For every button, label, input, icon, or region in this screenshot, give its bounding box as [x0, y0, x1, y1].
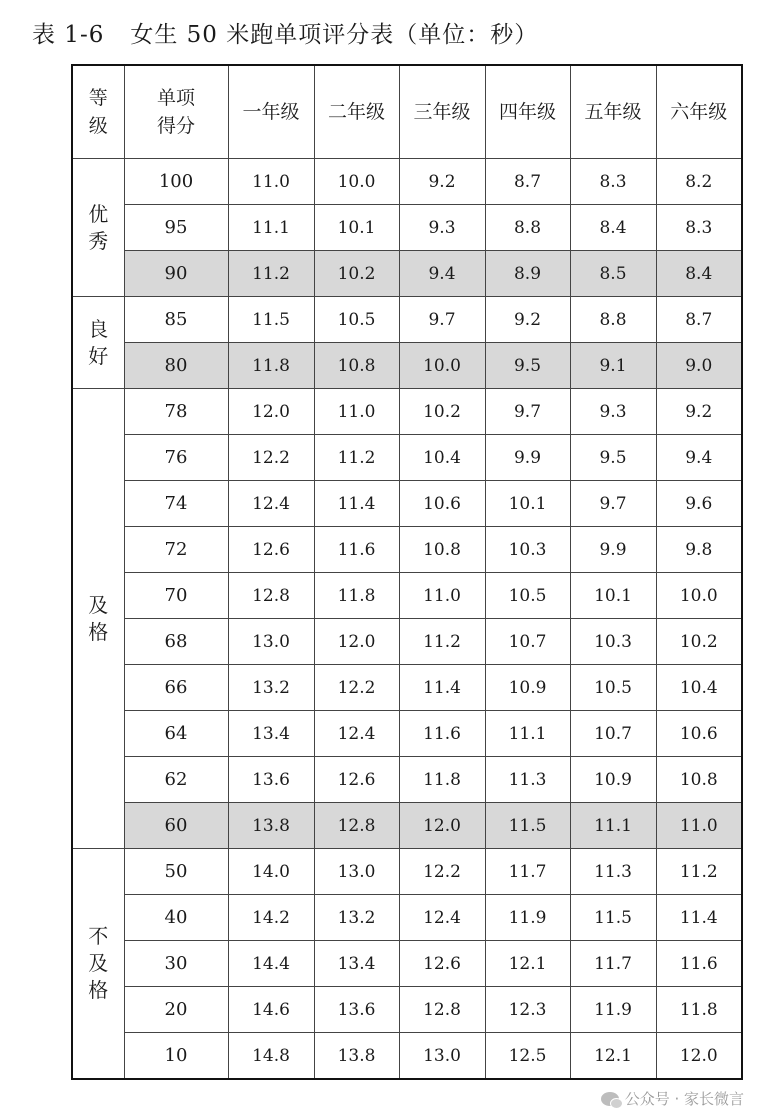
level-cell: [72, 849, 124, 1080]
table-row: [72, 573, 742, 619]
time-cell: 9.7: [485, 389, 570, 435]
time-cell: 13.0: [228, 619, 314, 665]
time-cell: 8.4: [656, 251, 742, 297]
time-cell: 8.3: [570, 159, 656, 205]
time-cell: 9.2: [399, 159, 485, 205]
wechat-icon: [601, 1092, 619, 1106]
time-cell: 10.8: [314, 343, 399, 389]
level-char: 不: [88, 924, 109, 948]
time-cell: 12.6: [314, 757, 399, 803]
table-row: [72, 251, 742, 297]
header-grade-6: 六年级: [656, 65, 742, 159]
time-cell: 11.6: [314, 527, 399, 573]
time-cell: 9.8: [656, 527, 742, 573]
time-cell: 10.7: [485, 619, 570, 665]
time-cell: 11.1: [228, 205, 314, 251]
score-cell: 95: [124, 205, 228, 251]
level-char: 格: [88, 619, 109, 644]
score-cell: 100: [124, 159, 228, 205]
table-row: [72, 987, 742, 1033]
time-cell: 10.3: [485, 527, 570, 573]
time-cell: 10.4: [656, 665, 742, 711]
header-row: [72, 65, 742, 159]
time-cell: 11.4: [314, 481, 399, 527]
time-cell: 13.0: [314, 849, 399, 895]
time-cell: 11.4: [399, 665, 485, 711]
time-cell: 14.4: [228, 941, 314, 987]
score-cell: 20: [124, 987, 228, 1033]
table-row: [72, 205, 742, 251]
score-cell: 50: [124, 849, 228, 895]
score-cell: 30: [124, 941, 228, 987]
table-row: [72, 159, 742, 205]
time-cell: 12.1: [485, 941, 570, 987]
time-cell: 11.2: [314, 435, 399, 481]
time-cell: 9.9: [485, 435, 570, 481]
time-cell: 9.6: [656, 481, 742, 527]
table-row: [72, 527, 742, 573]
time-cell: 10.1: [314, 205, 399, 251]
time-cell: 8.7: [485, 159, 570, 205]
time-cell: 9.5: [485, 343, 570, 389]
score-cell: 74: [124, 481, 228, 527]
score-cell: 76: [124, 435, 228, 481]
table-row: [72, 435, 742, 481]
table-row: [72, 389, 742, 435]
time-cell: 10.7: [570, 711, 656, 757]
level-char: 秀: [88, 228, 109, 253]
time-cell: 12.0: [314, 619, 399, 665]
score-cell: 40: [124, 895, 228, 941]
time-cell: 9.2: [656, 389, 742, 435]
time-cell: 12.5: [485, 1033, 570, 1080]
time-cell: 10.9: [485, 665, 570, 711]
time-cell: 13.8: [228, 803, 314, 849]
time-cell: 12.3: [485, 987, 570, 1033]
time-cell: 8.3: [656, 205, 742, 251]
score-cell: 72: [124, 527, 228, 573]
time-cell: 12.6: [228, 527, 314, 573]
table-caption: [32, 16, 538, 49]
time-cell: 12.6: [399, 941, 485, 987]
time-cell: 12.2: [314, 665, 399, 711]
level-cell: [72, 297, 124, 389]
time-cell: 13.6: [228, 757, 314, 803]
time-cell: 8.7: [656, 297, 742, 343]
header-grade-2: 二年级: [314, 65, 399, 159]
time-cell: 9.4: [399, 251, 485, 297]
time-cell: 11.2: [399, 619, 485, 665]
time-cell: 11.8: [399, 757, 485, 803]
time-cell: 11.7: [485, 849, 570, 895]
time-cell: 11.0: [228, 159, 314, 205]
table-row: [72, 757, 742, 803]
watermark-text: 公众号 · 家长微言: [624, 1090, 744, 1108]
time-cell: 10.2: [656, 619, 742, 665]
score-cell: 10: [124, 1033, 228, 1080]
time-cell: 14.6: [228, 987, 314, 1033]
time-cell: 9.7: [399, 297, 485, 343]
table-body: [72, 159, 742, 1080]
score-cell: 64: [124, 711, 228, 757]
score-cell: 85: [124, 297, 228, 343]
table-row: [72, 711, 742, 757]
caption-number: 表 1-6: [32, 22, 105, 48]
time-cell: 13.2: [314, 895, 399, 941]
time-cell: 10.6: [399, 481, 485, 527]
time-cell: 14.2: [228, 895, 314, 941]
level-cell: [72, 389, 124, 849]
level-char: 及: [88, 592, 109, 617]
header-score: 单项 得分: [124, 65, 228, 159]
time-cell: 10.6: [656, 711, 742, 757]
score-cell: 62: [124, 757, 228, 803]
time-cell: 8.9: [485, 251, 570, 297]
time-cell: 11.3: [485, 757, 570, 803]
time-cell: 9.2: [485, 297, 570, 343]
time-cell: 9.1: [570, 343, 656, 389]
score-cell: 78: [124, 389, 228, 435]
time-cell: 10.4: [399, 435, 485, 481]
time-cell: 9.3: [399, 205, 485, 251]
time-cell: 11.1: [570, 803, 656, 849]
header-grade-5: 五年级: [570, 65, 656, 159]
time-cell: 12.8: [228, 573, 314, 619]
time-cell: 12.1: [570, 1033, 656, 1080]
time-cell: 10.9: [570, 757, 656, 803]
time-cell: 10.2: [314, 251, 399, 297]
time-cell: 13.4: [228, 711, 314, 757]
time-cell: 10.5: [314, 297, 399, 343]
time-cell: 10.0: [656, 573, 742, 619]
score-cell: 90: [124, 251, 228, 297]
time-cell: 11.8: [314, 573, 399, 619]
time-cell: 12.4: [228, 481, 314, 527]
time-cell: 8.8: [485, 205, 570, 251]
time-cell: 8.5: [570, 251, 656, 297]
level-char: 优: [88, 201, 109, 226]
time-cell: 10.0: [314, 159, 399, 205]
time-cell: 10.1: [485, 481, 570, 527]
time-cell: 10.5: [485, 573, 570, 619]
table-row: [72, 1033, 742, 1080]
time-cell: 13.0: [399, 1033, 485, 1080]
time-cell: 11.1: [485, 711, 570, 757]
time-cell: 9.7: [570, 481, 656, 527]
time-cell: 11.0: [314, 389, 399, 435]
time-cell: 10.1: [570, 573, 656, 619]
table-row: [72, 297, 742, 343]
time-cell: 10.8: [399, 527, 485, 573]
table-row: [72, 895, 742, 941]
time-cell: 10.3: [570, 619, 656, 665]
time-cell: 11.2: [228, 251, 314, 297]
time-cell: 11.0: [399, 573, 485, 619]
time-cell: 9.0: [656, 343, 742, 389]
score-table: [71, 64, 743, 1080]
level-char: 及: [88, 951, 109, 975]
time-cell: 11.6: [399, 711, 485, 757]
time-cell: 10.5: [570, 665, 656, 711]
level-char: 好: [88, 343, 109, 368]
time-cell: 12.4: [314, 711, 399, 757]
time-cell: 11.7: [570, 941, 656, 987]
time-cell: 9.9: [570, 527, 656, 573]
table-row: [72, 481, 742, 527]
level-char: 格: [88, 978, 109, 1002]
header-grade-3: 三年级: [399, 65, 485, 159]
score-cell: 60: [124, 803, 228, 849]
time-cell: 11.5: [485, 803, 570, 849]
time-cell: 13.8: [314, 1033, 399, 1080]
time-cell: 11.2: [656, 849, 742, 895]
score-cell: 68: [124, 619, 228, 665]
time-cell: 11.4: [656, 895, 742, 941]
watermark: [601, 1088, 744, 1109]
time-cell: 8.8: [570, 297, 656, 343]
time-cell: 14.0: [228, 849, 314, 895]
time-cell: 13.6: [314, 987, 399, 1033]
table-row: [72, 941, 742, 987]
time-cell: 12.4: [399, 895, 485, 941]
time-cell: 10.2: [399, 389, 485, 435]
time-cell: 11.0: [656, 803, 742, 849]
time-cell: 11.8: [656, 987, 742, 1033]
time-cell: 9.5: [570, 435, 656, 481]
table-row: [72, 619, 742, 665]
time-cell: 8.4: [570, 205, 656, 251]
score-cell: 66: [124, 665, 228, 711]
caption-title: 女生 50 米跑单项评分表（单位：秒）: [130, 22, 539, 48]
time-cell: 10.0: [399, 343, 485, 389]
time-cell: 14.8: [228, 1033, 314, 1080]
time-cell: 8.2: [656, 159, 742, 205]
time-cell: 12.2: [228, 435, 314, 481]
score-cell: 80: [124, 343, 228, 389]
header-grade-1: 一年级: [228, 65, 314, 159]
time-cell: 13.4: [314, 941, 399, 987]
time-cell: 9.4: [656, 435, 742, 481]
level-char: 良: [88, 316, 109, 341]
table-row: [72, 849, 742, 895]
time-cell: 11.3: [570, 849, 656, 895]
time-cell: 11.5: [570, 895, 656, 941]
table-row: [72, 803, 742, 849]
time-cell: 9.3: [570, 389, 656, 435]
time-cell: 12.0: [399, 803, 485, 849]
score-cell: 70: [124, 573, 228, 619]
time-cell: 11.6: [656, 941, 742, 987]
time-cell: 11.9: [570, 987, 656, 1033]
time-cell: 12.8: [314, 803, 399, 849]
table-row: [72, 665, 742, 711]
table-row: [72, 343, 742, 389]
header-level: 等 级: [72, 65, 124, 159]
time-cell: 10.8: [656, 757, 742, 803]
level-cell: [72, 159, 124, 297]
time-cell: 11.8: [228, 343, 314, 389]
time-cell: 11.5: [228, 297, 314, 343]
time-cell: 12.8: [399, 987, 485, 1033]
time-cell: 12.0: [228, 389, 314, 435]
header-grade-4: 四年级: [485, 65, 570, 159]
time-cell: 11.9: [485, 895, 570, 941]
time-cell: 12.2: [399, 849, 485, 895]
time-cell: 12.0: [656, 1033, 742, 1080]
time-cell: 13.2: [228, 665, 314, 711]
